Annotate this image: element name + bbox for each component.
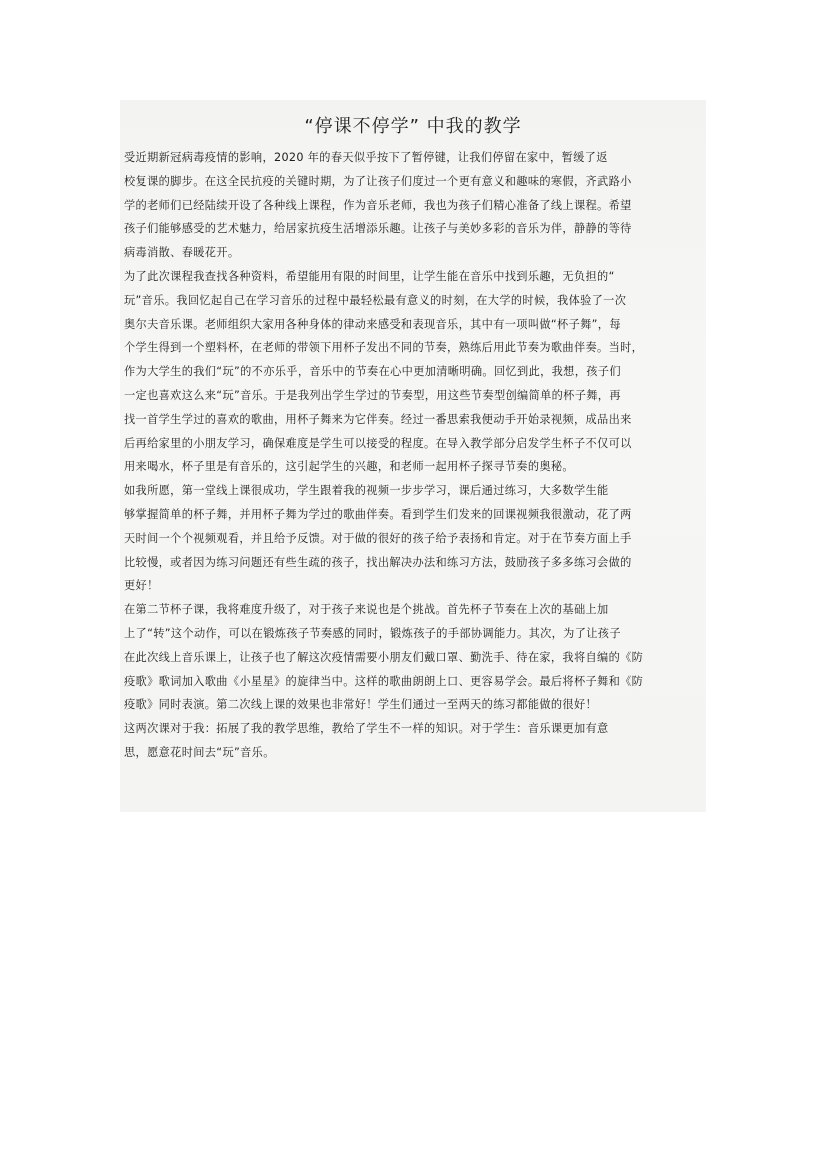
paragraph-3 [124,479,702,598]
text-line: 作为大学生的我们“玩”的不亦乐乎，音乐中的节奏在心中更加清晰明确。回忆到此，我想，孩子们 [124,365,621,379]
text-line: 孩子们能够感受的艺术魅力，给居家抗疫生活增添乐趣。让孩子与美妙多彩的音乐为伴，静静的等待 [124,222,632,236]
document-title: “停课不停学” 中我的教学 [304,116,522,137]
paragraph-2 [124,265,702,479]
text-line: 疫歌》同时表演。第二次线上课的效果也非常好！学生们通过一至两天的练习都能做的很好！ [124,698,598,712]
text-line: 如我所愿，第一堂线上课很成功，学生跟着我的视频一步步学习，课后通过练习，大多数学生能 [124,484,609,498]
scanned-document [120,100,706,812]
text-line: 学的老师们已经陆续开设了各种线上课程，作为音乐老师，我也为孩子们精心准备了线上课程。希望 [124,198,632,212]
text-line: 为了此次课程我查找各种资料，希望能用有限的时间里，让学生能在音乐中找到乐趣，无负担的“ [124,269,615,283]
text-line: 受近期新冠病毒疫情的影响，2020 年的春天似乎按下了暂停键，让我们停留在家中，暂缓了返 [124,151,608,164]
text-line: 够掌握简单的杯子舞，并用杯子舞为学过的歌曲伴奏。看到学生们发来的回课视频我很激动，花了两 [124,507,632,521]
text-line: 后再给家里的小朋友学习，确保难度是学生可以接受的程度。在导入教学部分启发学生杯子不仅可以 [124,436,632,450]
paragraph-4 [124,598,702,717]
text-line: 上了“转”这个动作，可以在锻炼孩子节奏感的同时，锻炼孩子的手部协调能力。其次，为了让孩子 [124,626,621,640]
text-line: 在此次线上音乐课上，让孩子也了解这次疫情需要小朋友们戴口罩、勤洗手、待在家，我将自编的《防 [124,650,644,664]
text-line: 个学生得到一个塑料杯，在老师的带领下用杯子发出不同的节奏，熟练后用此节奏为歌曲伴奏。当时， [124,341,644,355]
text-line: 校复课的脚步。在这全民抗疫的关键时期，为了让孩子们度过一个更有意义和趣味的寒假，齐武路小 [124,174,632,188]
text-line: 奥尔夫音乐课。老师组织大家用各种身体的律动来感受和表现音乐，其中有一项叫做“杯子舞”，每 [124,317,621,331]
text-line: 比较慢，或者因为练习问题还有些生疏的孩子，找出解决办法和练习方法，鼓励孩子多多练习会做的 [124,555,632,569]
text-line: 更好！ [124,579,159,593]
text-line: 天时间一个个视频观看，并且给予反馈。对于做的很好的孩子给予表扬和肯定。对于在节奏方面上手 [124,531,632,545]
text-line: 思，愿意花时间去“玩”音乐。 [124,745,275,759]
text-line: 找一首学生学过的喜欢的歌曲，用杯子舞来为它伴奏。经过一番思索我便动手开始录视频，成品出来 [124,412,632,426]
text-line: 疫歌》歌词加入歌曲《小星星》的旋律当中。这样的歌曲朗朗上口、更容易学会。最后将杯子舞和《防 [124,674,644,688]
text-line: 玩”音乐。我回忆起自己在学习音乐的过程中最轻松最有意义的时刻，在大学的时候，我体验了一次 [124,293,627,307]
paragraph-1 [124,146,702,265]
text-line: 这两次课对于我：拓展了我的教学思维，教给了学生不一样的知识。对于学生：音乐课更加有意 [124,722,609,736]
text-line: 一定也喜欢这么来“玩”音乐。于是我列出学生学过的节奏型，用这些节奏型创编简单的杯子舞，再 [124,388,621,402]
document-body [124,146,702,765]
text-line: 在第二节杯子课，我将难度升级了，对于孩子来说也是个挑战。首先杯子节奏在上次的基础上加 [124,603,609,617]
text-line: 病毒消散、春暖花开。 [124,246,240,260]
text-line: 用来喝水，杯子里是有音乐的，这引起学生的兴趣，和老师一起用杯子探寻节奏的奥秘。 [124,460,574,474]
paragraph-5 [124,717,702,765]
